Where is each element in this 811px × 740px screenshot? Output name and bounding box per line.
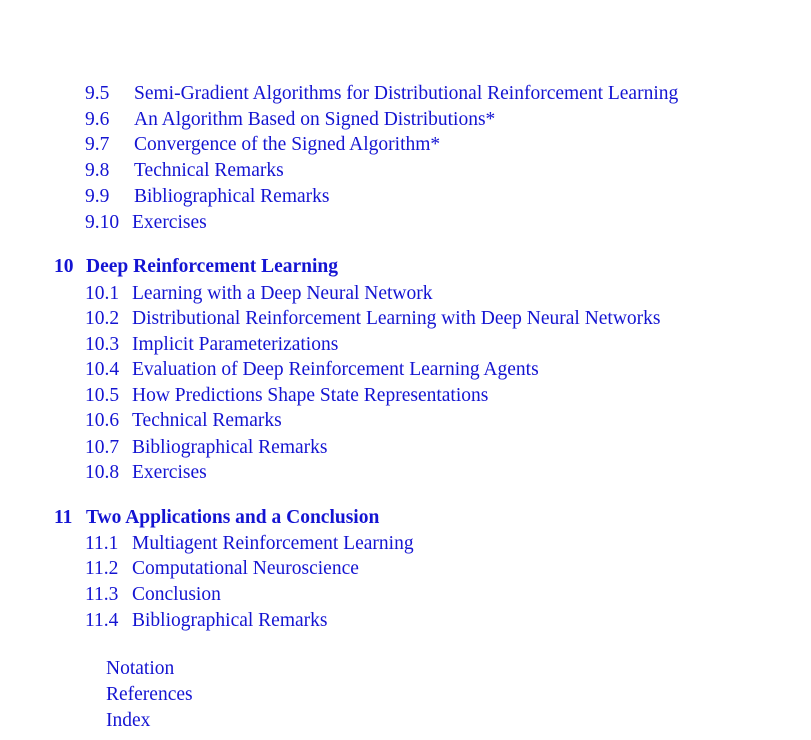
- back-matter-title: Index: [106, 710, 151, 731]
- section-title: Exercises: [132, 462, 207, 483]
- section-number: 9.10: [85, 212, 120, 233]
- section-number: 10.4: [85, 359, 120, 380]
- section-number: 11.3: [85, 584, 119, 605]
- section-number: 9.5: [85, 83, 110, 104]
- section-title: Exercises: [132, 212, 207, 233]
- section-number: 11.2: [85, 558, 119, 579]
- section-number: 10.8: [85, 462, 120, 483]
- section-title: Convergence of the Signed Algorithm*: [134, 134, 441, 155]
- section-title: Learning with a Deep Neural Network: [132, 283, 433, 304]
- section-number: 11.4: [85, 610, 119, 631]
- section-title: How Predictions Shape State Representations: [132, 385, 489, 406]
- section-number: 9.8: [85, 160, 110, 181]
- section-title: An Algorithm Based on Signed Distributions*: [134, 109, 496, 130]
- section-number: 9.7: [85, 134, 110, 155]
- section-number: 9.6: [85, 109, 110, 130]
- chapter-number: 10: [54, 256, 74, 277]
- section-number: 10.3: [85, 334, 120, 355]
- section-title: Multiagent Reinforcement Learning: [132, 533, 414, 554]
- section-number: 9.9: [85, 186, 110, 207]
- back-matter-title: Notation: [106, 658, 175, 679]
- section-title: Conclusion: [132, 584, 221, 605]
- section-title: Bibliographical Remarks: [132, 437, 328, 458]
- section-number: 11.1: [85, 533, 119, 554]
- section-title: Technical Remarks: [134, 160, 284, 181]
- back-matter-title: References: [106, 684, 193, 705]
- section-number: 10.7: [85, 437, 120, 458]
- chapter-title: Two Applications and a Conclusion: [86, 507, 380, 528]
- section-number: 10.2: [85, 308, 120, 329]
- section-number: 10.6: [85, 410, 120, 431]
- section-title: Technical Remarks: [132, 410, 282, 431]
- section-title: Bibliographical Remarks: [134, 186, 330, 207]
- section-title: Implicit Parameterizations: [132, 334, 339, 355]
- section-title: Computational Neuroscience: [132, 558, 359, 579]
- section-number: 10.5: [85, 385, 120, 406]
- chapter-title: Deep Reinforcement Learning: [86, 256, 339, 277]
- section-number: 10.1: [85, 283, 120, 304]
- section-title: Evaluation of Deep Reinforcement Learning Agents: [132, 359, 539, 380]
- section-title: Semi-Gradient Algorithms for Distributional Reinforcement Learning: [134, 83, 679, 104]
- section-title: Bibliographical Remarks: [132, 610, 328, 631]
- section-title: Distributional Reinforcement Learning with Deep Neural Networks: [132, 308, 661, 329]
- chapter-number: 11: [54, 507, 73, 528]
